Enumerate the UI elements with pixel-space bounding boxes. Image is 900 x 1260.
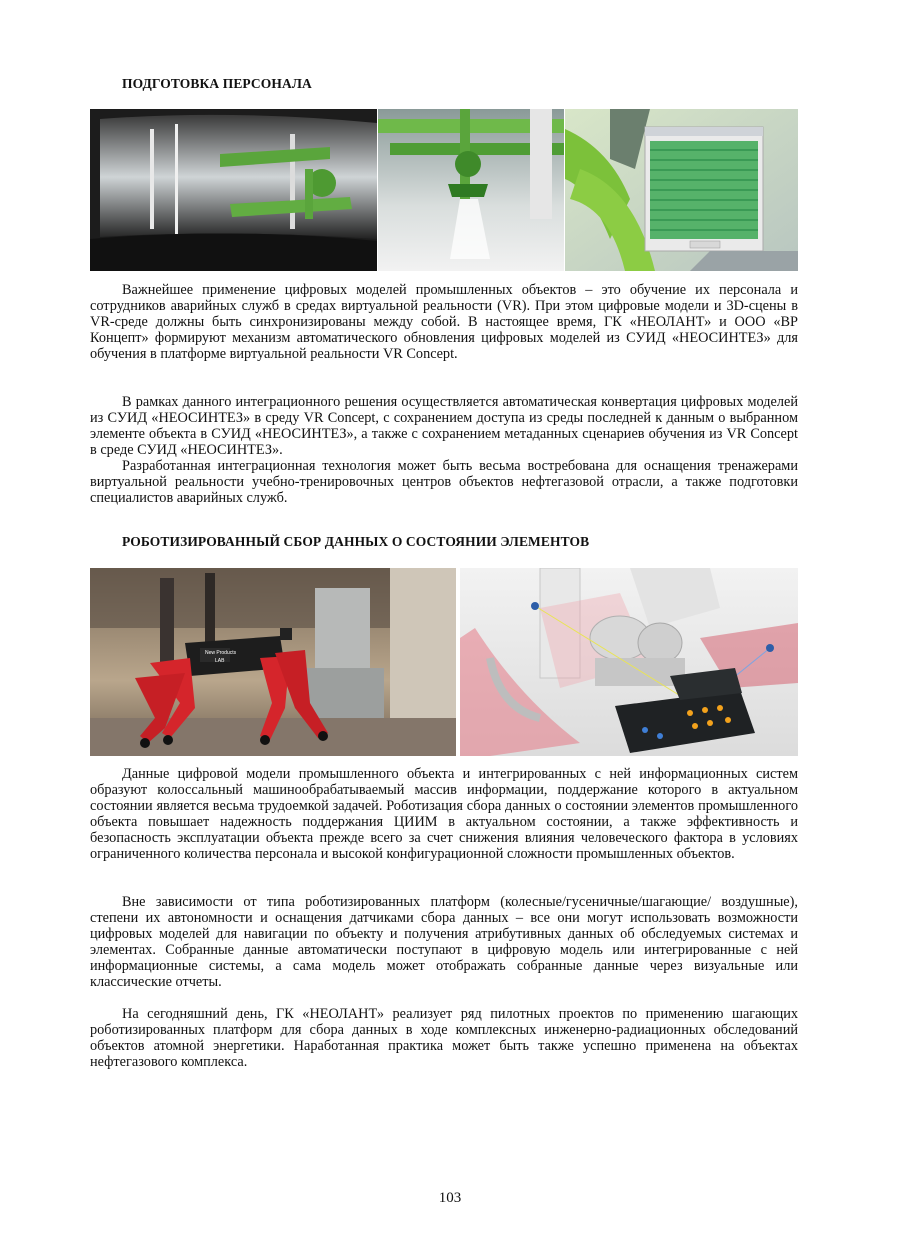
page-number: 103 xyxy=(438,1190,462,1206)
paragraph-6: На сегодняшний день, ГК «НЕОЛАНТ» реализует ряд пилотных проектов по применению шагающих роботизированных платформ для сбора данных в ходе комплексных инженерно-радиационных обследований объектов атомной энергетики. Наработанная практика может быть также успешно применена на объектах нефтегазового комплекса. xyxy=(90,1006,798,1070)
vr-training-figure xyxy=(90,109,798,271)
valve-leak-image xyxy=(378,109,564,271)
robot-label-line-2: LAB xyxy=(215,658,225,664)
section-heading-training: ПОДГОТОВКА ПЕРСОНАЛА xyxy=(122,76,312,91)
robotics-figure xyxy=(90,568,798,756)
drone-survey-image xyxy=(460,568,798,756)
vr-cave-image xyxy=(90,109,377,271)
paragraph-4: Данные цифровой модели промышленного объекта и интегрированных с ней информационных систем образуют колоссальный машинообрабатываемый массив информации, поддержание которого в актуальном состоянии является весьма трудоемкой задачей. Роботизация сбора данных о состоянии элементов промышленного объекта повышает надежность поддержания ЦИИМ в актуальном состоянии, а также эффективность и безопасность эксплуатации объекта прежде всего за счет снижения влияния человеческого фактора в условиях ограниченного количества персонала и высокой конфигурационной сложности промышленных объектов. xyxy=(90,766,798,862)
paragraph-2: В рамках данного интеграционного решения осуществляется автоматическая конвертация цифровых моделей из СУИД «НЕОСИНТЕЗ» в среду VR Concept, с сохранением доступа из среды последней к данным о выбранном элементе объекта в СУИД «НЕОСИНТЕЗ», а также с сохранением метаданных сценариев обучения из VR Concept в среде СУИД «НЕОСИНТЕЗ». xyxy=(90,394,798,458)
walking-robot-image xyxy=(90,568,456,756)
paragraph-3: Разработанная интеграционная технология может быть весьма востребована для оснащения тренажерами виртуальной реальности учебно-тренировочных центров объектов нефтегазовой отрасли, а также подготовки специалистов аварийных служб. xyxy=(90,458,798,506)
paragraph-1: Важнейшее применение цифровых моделей промышленных объектов – это обучение их персонала и сотрудников аварийных служб в средах виртуальной реальности (VR). При этом цифровые модели и 3D-сцены в VR-среде должны быть синхронизированы между собой. В настоящее время, ГК «НЕОЛАНТ» и ООО «ВР Концепт» формируют механизм автоматического обновления цифровых моделей из СУИД «НЕОСИНТЕЗ» для обучения в платформе виртуальной реальности VR Concept. xyxy=(90,282,798,362)
section-heading-robotics: РОБОТИЗИРОВАННЫЙ СБОР ДАННЫХ О СОСТОЯНИИ ЭЛЕМЕНТОВ xyxy=(122,534,590,549)
inspection-dialog-image xyxy=(565,109,798,271)
paragraph-5: Вне зависимости от типа роботизированных платформ (колесные/гусеничные/шагающие/ воздушные), степени их автономности и оснащения датчиками сбора данных – все они могут использовать возможности цифровых моделей для навигации по объекту и получения атрибутивных данных об обследуемых системах и элементах. Собранные данные автоматически поступают в цифровую модель или интегрированные с ней информационные системы, а сама модель может отображать собранные данные через визуальные или классические отчеты. xyxy=(90,894,798,990)
robot-label-line-1: New Products xyxy=(205,650,237,656)
